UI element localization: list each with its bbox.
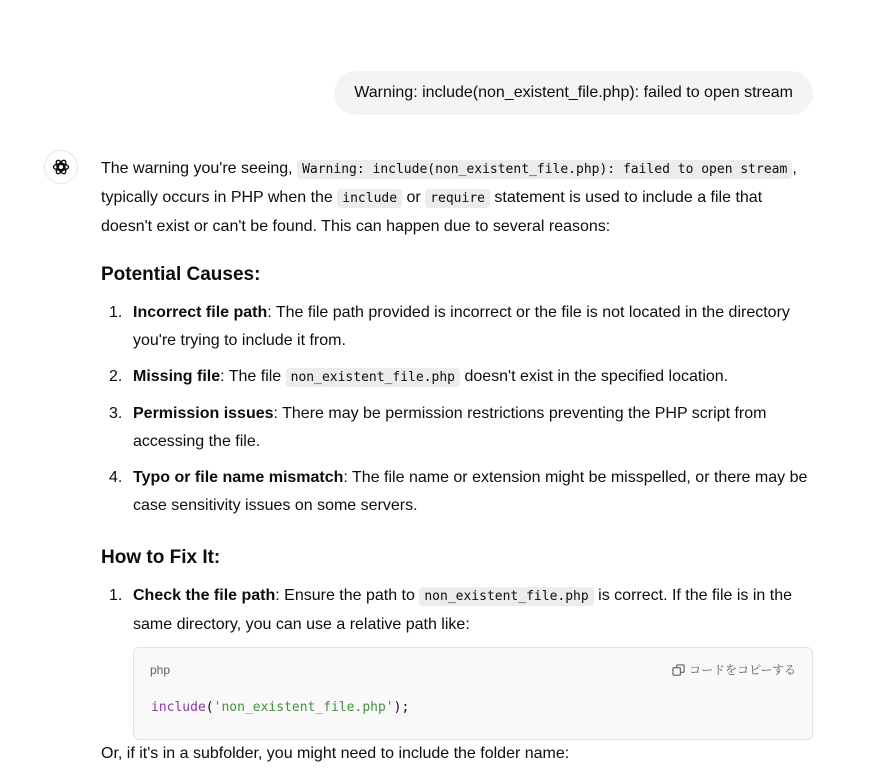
list-item: 2. Missing file: The file non_existent_file.php doesn't exist in the specified location. (109, 368, 729, 385)
inline-code: non_existent_file.php (419, 587, 593, 606)
causes-heading: Potential Causes: (101, 264, 261, 285)
assistant-avatar (44, 150, 78, 184)
after-code-paragraph: Or, if it's in a subfolder, you might need to include the folder name: (101, 745, 570, 762)
list-item: 1. Incorrect file path: The file path provided is incorrect or the file is not located in the directory you're trying to include it from. (109, 304, 790, 349)
assistant-message (101, 155, 813, 768)
inline-code: non_existent_file.php (286, 368, 460, 387)
copy-icon (672, 664, 685, 677)
code-content: include('non_existent_file.php'); (151, 700, 410, 715)
list-item: 4. Typo or file name mismatch: The file name or extension might be misspelled, or there may be case sensitivity issues on some servers. (109, 469, 808, 514)
intro-paragraph: The warning you're seeing, Warning: include(non_existent_file.php): failed to open stream , typically occurs in PHP when the include or require statement is used to include a file that doesn't exist or can't be found. This can happen due to several reasons: (101, 160, 797, 235)
list-item: 3. Permission issues: There may be permission restrictions preventing the PHP script from accessing the file. (109, 405, 767, 450)
fix-list (101, 582, 813, 639)
copy-code-button[interactable] (672, 656, 796, 684)
fix-heading: How to Fix It: (101, 547, 221, 568)
code-block (133, 647, 813, 740)
inline-code: Warning: include(non_existent_file.php): failed to open stream (297, 160, 792, 179)
copy-code-label: コードをコピーする (689, 663, 796, 677)
user-message-bubble (334, 71, 813, 115)
causes-list (101, 299, 813, 520)
list-item: 1. Check the file path: Ensure the path to non_existent_file.php is correct. If the file is in the same directory, you can use a relative path like: (109, 587, 793, 633)
user-message-text: Warning: include(non_existent_file.php): failed to open stream (354, 84, 793, 101)
inline-code: include (337, 189, 402, 208)
inline-code: require (425, 189, 490, 208)
openai-logo-icon (51, 157, 71, 177)
code-language-label: php (150, 663, 171, 677)
